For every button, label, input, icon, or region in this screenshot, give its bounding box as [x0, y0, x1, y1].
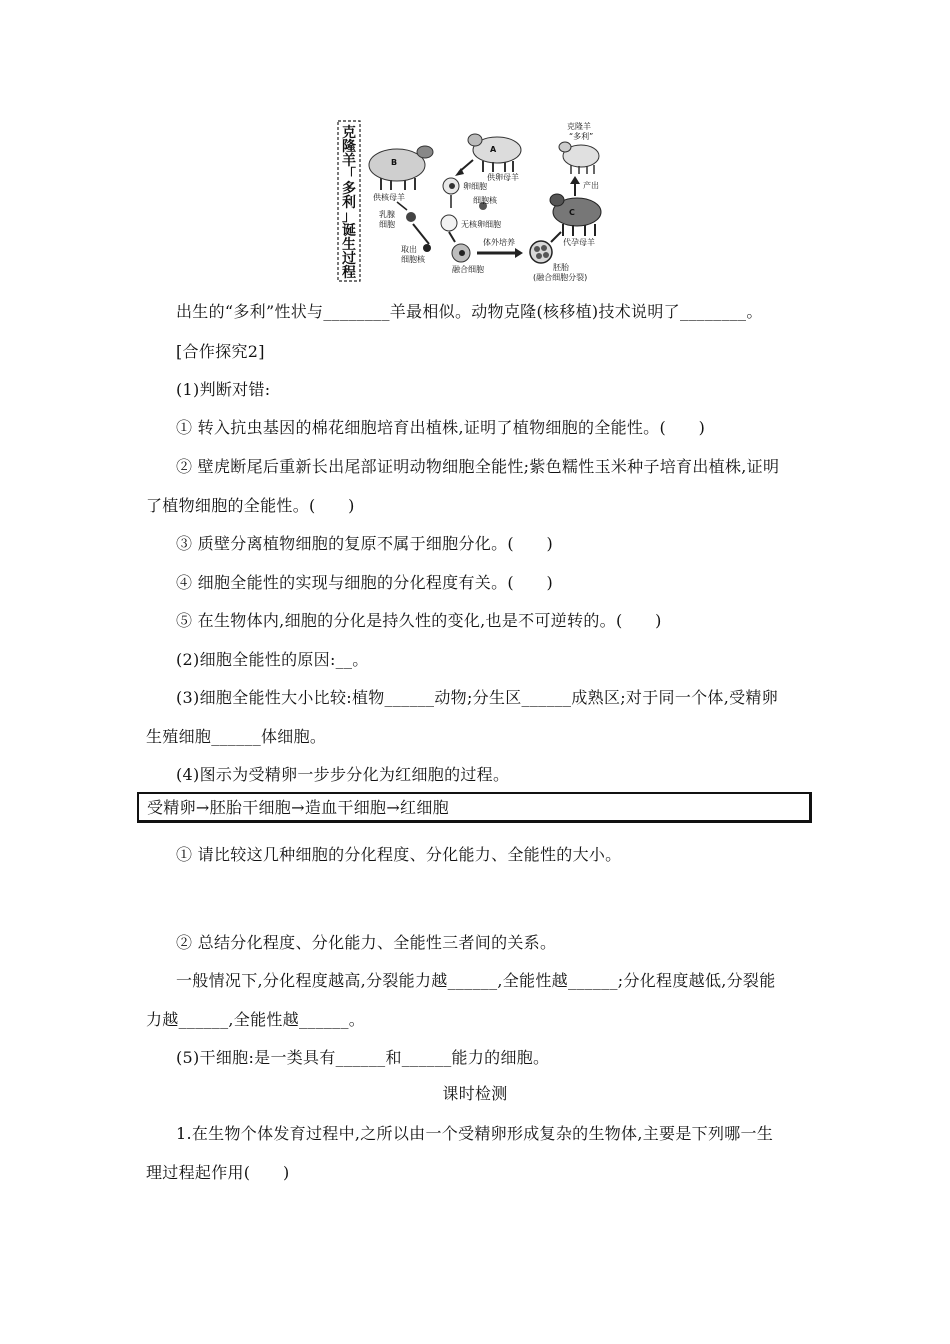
arrow-icon: [551, 232, 561, 242]
surrogate-label: 代孕母羊: [563, 238, 595, 247]
egg-nucleus-icon: [449, 183, 455, 189]
cloning-diagram: [337, 120, 613, 283]
sheep-a-label: A: [490, 145, 497, 154]
judgement-item-1: ① 转入抗虫基因的棉花细胞培育出植株,证明了植物细胞的全能性。( ): [176, 418, 706, 437]
birth-label: 产出: [583, 181, 599, 190]
embryo-icon: [530, 241, 552, 263]
dolly-cloning-figure: [337, 120, 613, 283]
subheading-true-false: (1)判断对错:: [176, 380, 271, 399]
test-question-1-line-2: 理过程起作用( ): [146, 1163, 290, 1182]
question-2-totipotency-reason: (2)细胞全能性的原因:__。: [176, 650, 369, 669]
clone-label-2: “多利”: [569, 132, 594, 141]
arrowhead-icon: [570, 176, 580, 184]
mammary-label-1: 乳腺: [379, 210, 395, 219]
embryo-label-1: 胚胎: [553, 263, 569, 272]
question-3-line-2: 生殖细胞______体细胞。: [146, 727, 327, 746]
relationship-line-2: 力越______,全能性越______。: [146, 1010, 366, 1029]
section-heading-lesson-test: 课时检测: [442, 1084, 508, 1103]
sheep-c-icon: [550, 194, 601, 236]
title-char-1: 克: [342, 125, 356, 141]
question-3-line-1: (3)细胞全能性大小比较:植物______动物;分生区______成熟区;对于同一个体,受精卵: [176, 688, 779, 707]
title-char-2: 隆: [342, 139, 356, 155]
title-char-6: 利: [342, 195, 356, 211]
enucleated-egg-icon: [441, 215, 457, 231]
question-4-item-2: ② 总结分化程度、分化能力、全能性三者间的关系。: [176, 933, 557, 952]
judgement-item-2-line-2: 了植物细胞的全能性。( ): [146, 496, 355, 515]
extracted-nucleus-icon: [423, 244, 431, 252]
judgement-item-3: ③ 质壁分离植物细胞的复原不属于细胞分化。( ): [176, 534, 554, 553]
differentiation-flow-box: [137, 792, 812, 823]
relationship-line-1: 一般情况下,分化程度越高,分裂能力越______,全能性越______;分化程度越低,分裂能: [176, 971, 776, 990]
arrow-icon: [413, 224, 429, 244]
test-question-1-line-1: 1.在生物个体发育过程中,之所以由一个受精卵形成复杂的生物体,主要是下列哪一生: [176, 1124, 774, 1143]
differentiation-flow-text: 受精卵→胚胎干细胞→造血干细胞→红细胞: [147, 798, 449, 817]
extract-label-2: 细胞核: [401, 255, 425, 264]
donor-egg-ewe-label: 供卵母羊: [487, 173, 519, 182]
sheep-c-label: C: [569, 208, 575, 217]
clone-label-1: 克隆羊: [567, 122, 591, 131]
donor-nucleus-ewe-label: 供核母羊: [373, 193, 405, 202]
extract-label-1: 取出: [401, 245, 417, 254]
title-char-3: 羊: [342, 153, 356, 169]
text-line-dolly-traits: 出生的“多利”性状与________羊最相似。动物克隆(核移植)技术说明了________。: [176, 302, 763, 321]
question-4-intro: (4)图示为受精卵一步步分化为红细胞的过程。: [176, 765, 510, 784]
question-4-item-1: ① 请比较这几种细胞的分化程度、分化能力、全能性的大小。: [176, 845, 622, 864]
title-char-5: 多: [342, 181, 356, 197]
question-5-stem-cell: (5)干细胞:是一类具有______和______能力的细胞。: [176, 1048, 550, 1067]
arrow-icon: [397, 202, 407, 210]
judgement-item-2-line-1: ② 壁虎断尾后重新长出尾部证明动物细胞全能性;紫色糯性玉米种子培育出植株,证明: [176, 457, 780, 476]
arrowhead-icon: [515, 248, 523, 258]
arrow-icon: [449, 232, 455, 242]
title-char-7: 」: [342, 209, 356, 225]
title-char-10: 过: [342, 251, 356, 267]
mammary-cell-icon: [406, 212, 416, 222]
cell-nucleus-label: 细胞核: [473, 196, 497, 205]
egg-cell-label: 卵细胞: [463, 182, 487, 191]
mammary-label-2: 细胞: [379, 220, 395, 229]
culture-label: 体外培养: [483, 238, 515, 247]
sheep-b-icon: [369, 146, 433, 190]
sheep-b-label: B: [391, 158, 398, 167]
title-char-9: 生: [342, 237, 356, 253]
enucleated-egg-label: 无核卵细胞: [461, 220, 501, 229]
title-char-11: 程: [342, 265, 356, 281]
judgement-item-5: ⑤ 在生物体内,细胞的分化是持久性的变化,也是不可逆转的。( ): [176, 611, 662, 630]
dolly-sheep-icon: [559, 142, 599, 174]
title-char-8: 诞: [342, 223, 356, 239]
fused-nucleus-icon: [459, 250, 465, 256]
title-char-4: 「: [342, 167, 356, 183]
judgement-item-4: ④ 细胞全能性的实现与细胞的分化程度有关。( ): [176, 573, 554, 592]
fused-cell-label: 融合细胞: [452, 265, 484, 274]
embryo-label-2: (融合细胞分裂): [533, 273, 588, 282]
section-heading-cooperative-inquiry-2: [合作探究2]: [176, 342, 265, 361]
